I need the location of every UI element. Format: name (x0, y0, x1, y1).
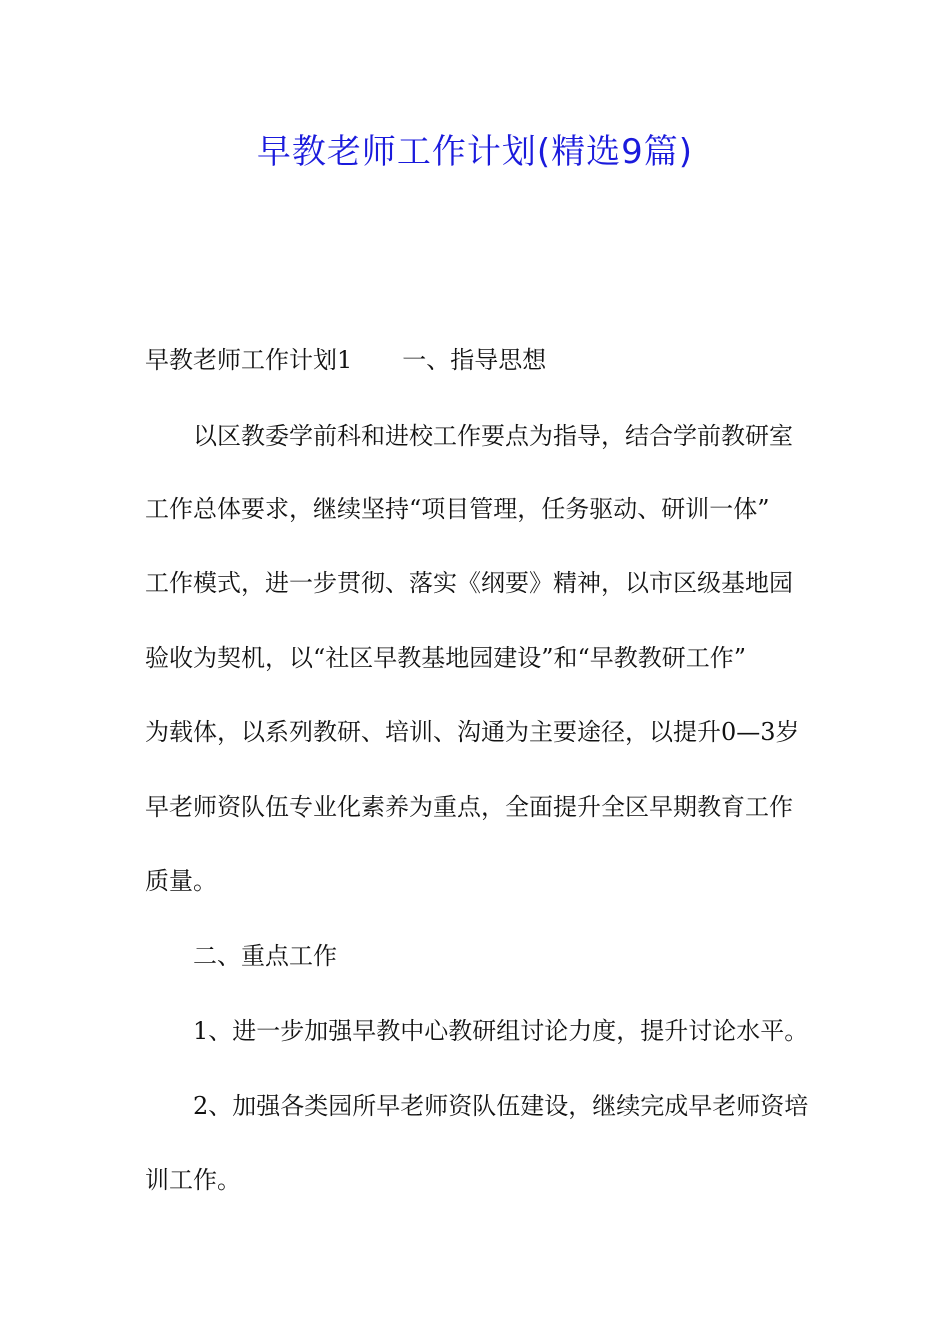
paragraph-line: 验收为契机，以“社区早教基地园建设”和“早教教研工作” (145, 644, 747, 672)
paragraph-line: 为载体，以系列教研、培训、沟通为主要途径，以提升0—3岁 (145, 718, 800, 746)
paragraph-line: 以区教委学前科和进校工作要点为指导，结合学前教研室 (193, 422, 793, 450)
heading-guiding-ideology: 一、指导思想 (402, 346, 547, 374)
list-item: 2、加强各类园所早老师资队伍建设，继续完成早老师资培 (193, 1092, 809, 1120)
list-item: 1、进一步加强早教中心教研组讨论力度，提升讨论水平。 (193, 1017, 809, 1045)
heading-key-work: 二、重点工作 (193, 942, 337, 970)
paragraph-line: 早老师资队伍专业化素养为重点，全面提升全区早期教育工作 (145, 793, 793, 821)
paragraph-line: 工作模式，进一步贯彻、落实《纲要》精神，以市区级基地园 (145, 569, 793, 597)
section-header-line (145, 342, 546, 378)
list-item-continuation: 训工作。 (145, 1166, 241, 1194)
paragraph-line: 工作总体要求，继续坚持“项目管理，任务驱动、研训一体” (145, 495, 770, 523)
paragraph-line: 质量。 (145, 867, 217, 895)
section-label: 早教老师工作计划1 (145, 346, 353, 374)
document-title: 早教老师工作计划(精选9篇) (256, 132, 694, 172)
